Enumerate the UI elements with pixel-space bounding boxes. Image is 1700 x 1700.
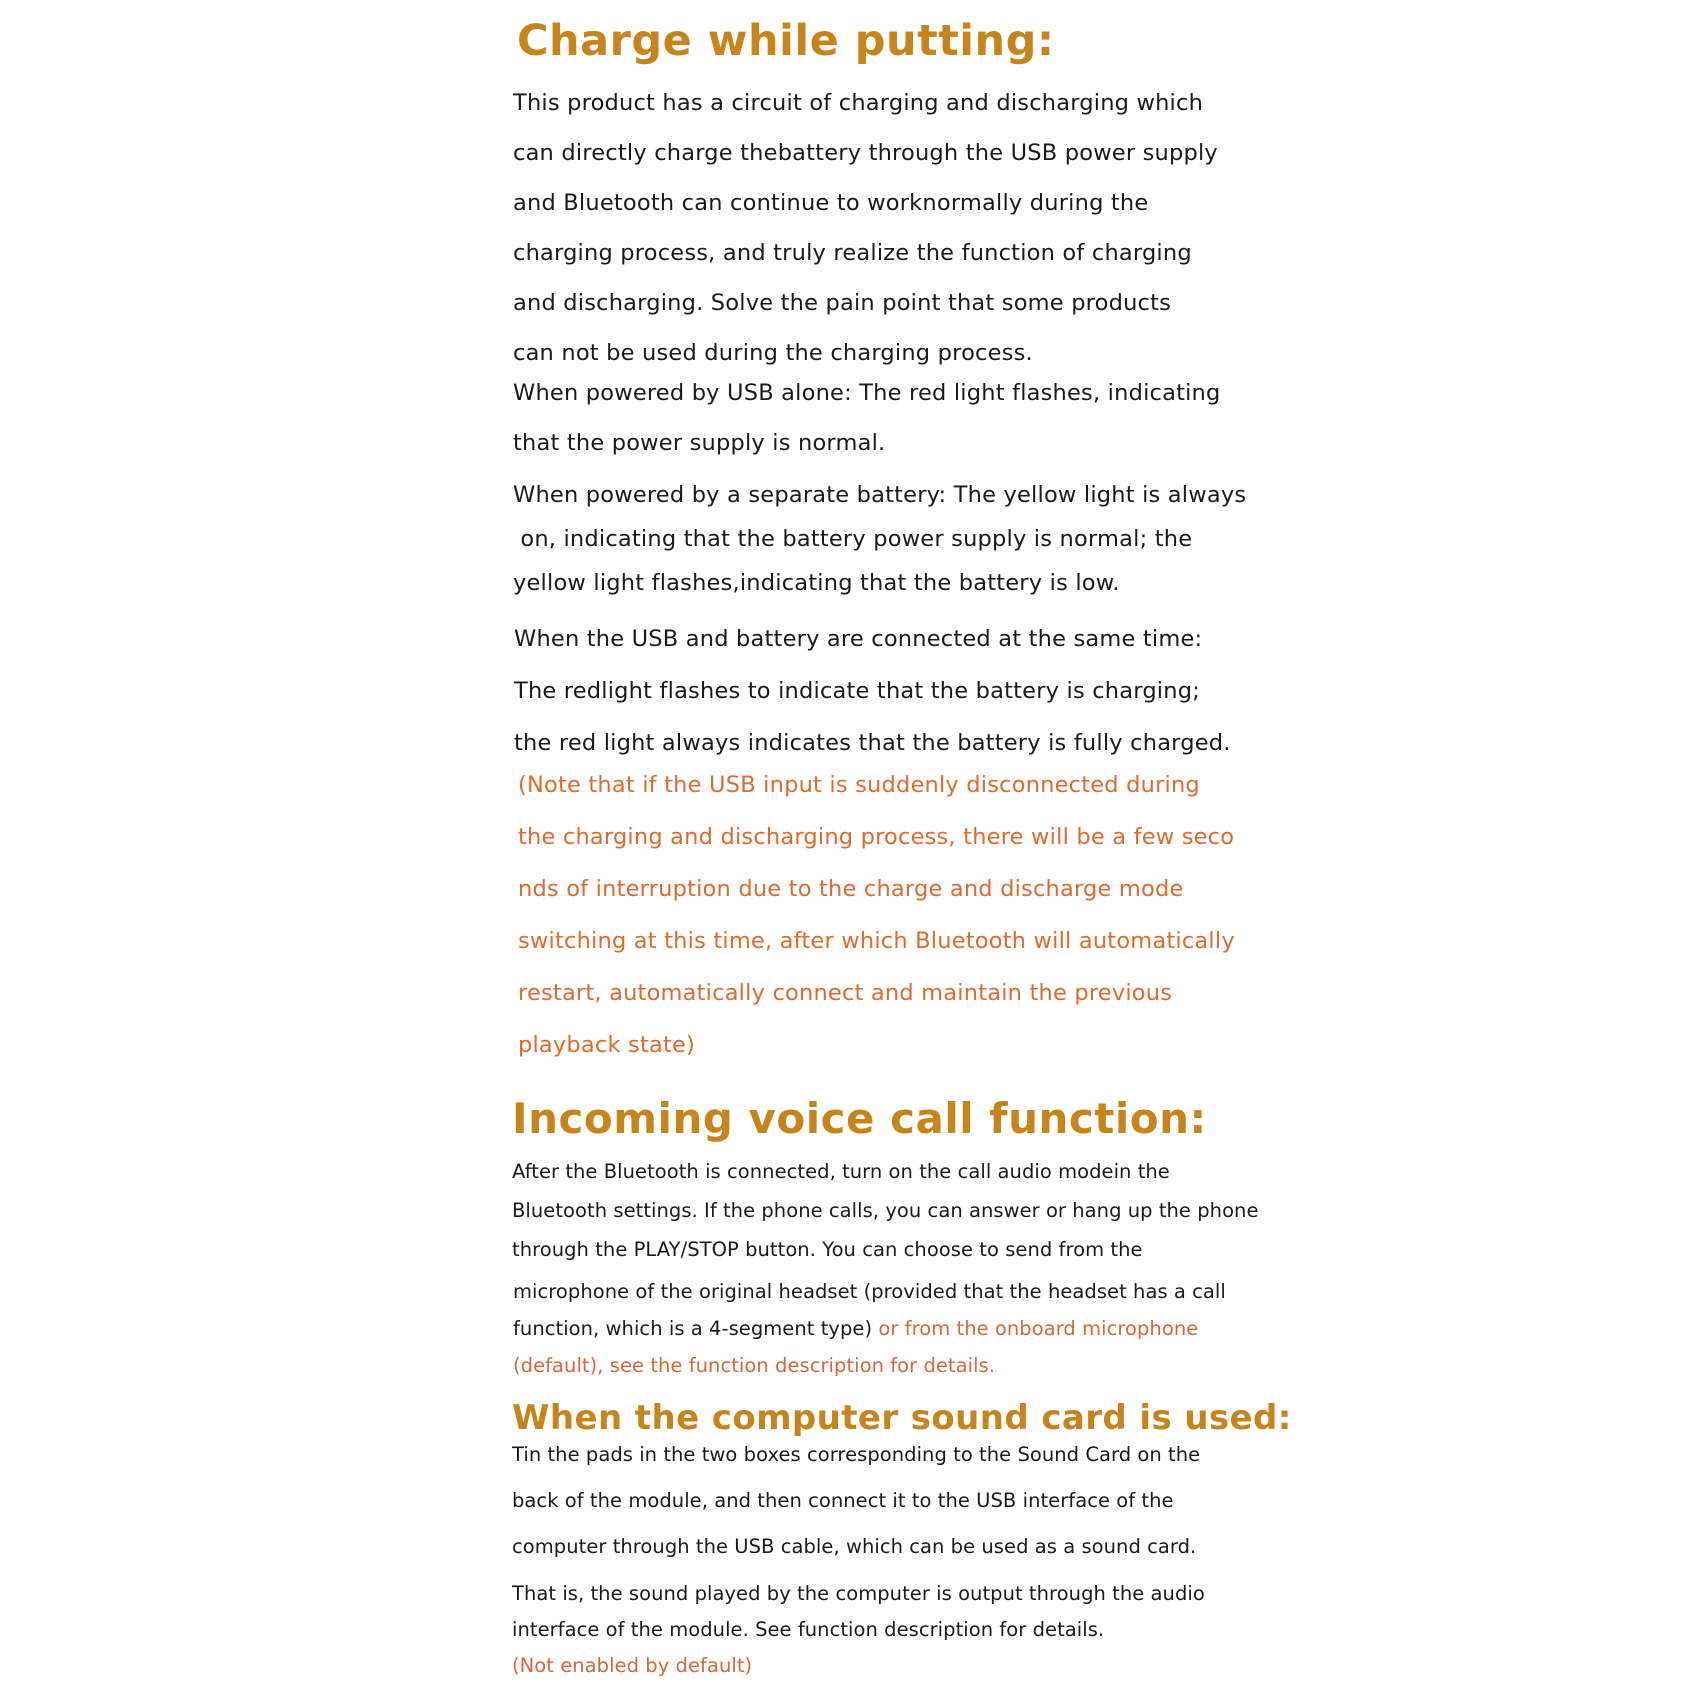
paragraph-line: that the power supply is normal. <box>513 430 886 456</box>
note-line: restart, automatically connect and maintain the previous <box>518 980 1173 1006</box>
note-line: (Note that if the USB input is suddenly disconnected during <box>518 772 1200 798</box>
note-line: playback state) <box>518 1032 696 1058</box>
heading-incoming-voice-call: Incoming voice call function: <box>512 1094 1207 1143</box>
paragraph-line: The redlight flashes to indicate that the battery is charging; <box>514 678 1200 704</box>
paragraph-line: through the PLAY/STOP button. You can choose to send from the <box>512 1238 1143 1261</box>
heading-charge-while-putting: Charge while putting: <box>517 16 1055 66</box>
paragraph-text: function, which is a 4-segment type) <box>513 1317 879 1340</box>
paragraph-line: interface of the module. See function description for details. <box>512 1618 1105 1641</box>
paragraph-line: When powered by a separate battery: The yellow light is always <box>513 482 1247 508</box>
paragraph-line: When powered by USB alone: The red light flashes, indicating <box>513 380 1221 406</box>
paragraph-line-mixed <box>513 1317 1198 1340</box>
paragraph-line: can directly charge thebattery through the USB power supply <box>513 140 1218 166</box>
note-line: the charging and discharging process, there will be a few seco <box>518 824 1235 850</box>
note-line: (Not enabled by default) <box>512 1654 753 1677</box>
paragraph-line: Bluetooth settings. If the phone calls, you can answer or hang up the phone <box>512 1199 1259 1222</box>
note-line: (default), see the function description for details. <box>513 1354 996 1377</box>
paragraph-line: the red light always indicates that the battery is fully charged. <box>514 730 1231 756</box>
paragraph-line: on, indicating that the battery power supply is normal; the <box>513 526 1193 552</box>
paragraph-line: and discharging. Solve the pain point that some products <box>513 290 1172 316</box>
paragraph-line: can not be used during the charging process. <box>513 340 1033 366</box>
paragraph-line: When the USB and battery are connected at the same time: <box>514 626 1203 652</box>
paragraph-line: back of the module, and then connect it to the USB interface of the <box>512 1489 1174 1512</box>
paragraph-line: Tin the pads in the two boxes corresponding to the Sound Card on the <box>512 1443 1201 1466</box>
paragraph-line: This product has a circuit of charging and discharging which <box>513 90 1204 116</box>
paragraph-line: That is, the sound played by the computer is output through the audio <box>512 1582 1205 1605</box>
paragraph-line: computer through the USB cable, which can be used as a sound card. <box>512 1535 1197 1558</box>
paragraph-line: microphone of the original headset (provided that the headset has a call <box>513 1280 1226 1303</box>
note-line: nds of interruption due to the charge and discharge mode <box>518 876 1184 902</box>
paragraph-line: and Bluetooth can continue to worknormally during the <box>513 190 1149 216</box>
paragraph-line: After the Bluetooth is connected, turn on the call audio modein the <box>512 1160 1170 1183</box>
note-line: switching at this time, after which Bluetooth will automatically <box>518 928 1235 954</box>
inline-note-text: or from the onboard microphone <box>878 1317 1199 1340</box>
paragraph-line: yellow light flashes,indicating that the battery is low. <box>513 570 1120 596</box>
heading-computer-sound-card: When the computer sound card is used: <box>512 1398 1292 1438</box>
paragraph-line: charging process, and truly realize the function of charging <box>513 240 1192 266</box>
